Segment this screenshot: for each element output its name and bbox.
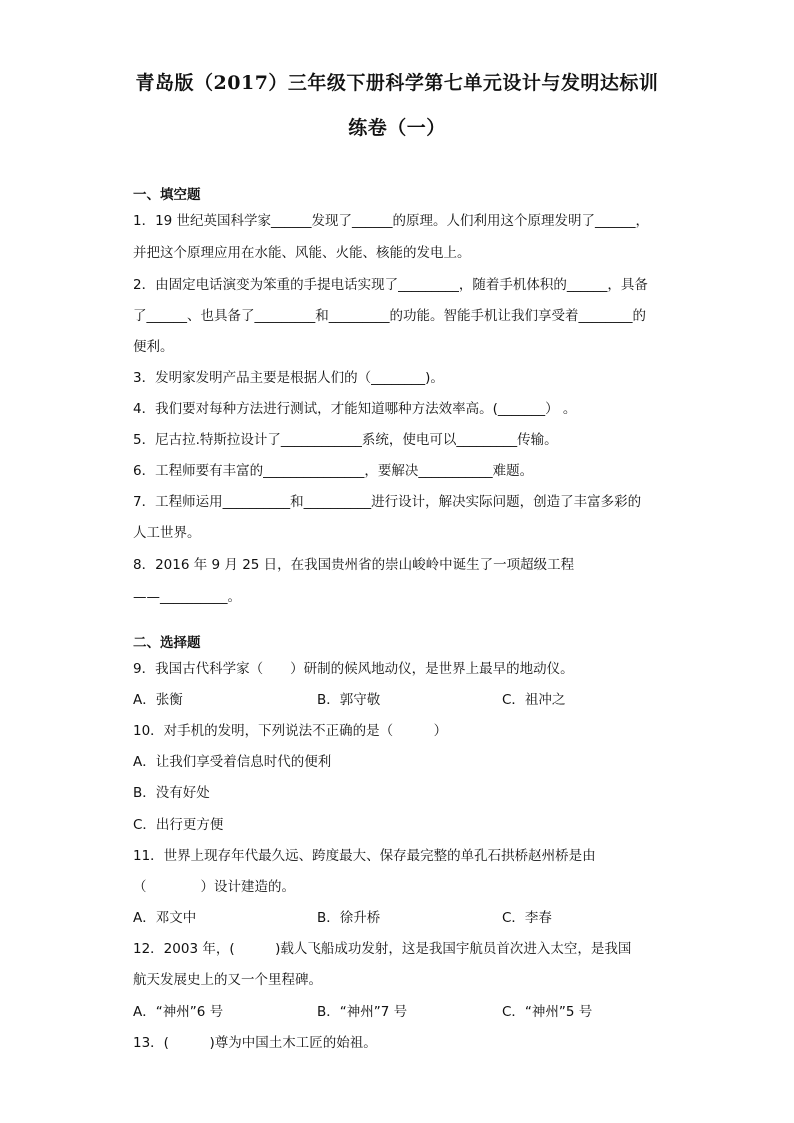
question-10-option-b: B．没有好处 (133, 785, 210, 801)
question-3: 3．发明家发明产品主要是根据人们的（________)。 (133, 370, 444, 386)
question-9-option-c: C．祖冲之 (502, 692, 566, 708)
question-9-option-b: B．郭守敬 (317, 692, 381, 708)
section-heading-fill-in: 一、填空题 (133, 187, 201, 203)
question-2-line-3: 便利。 (133, 339, 174, 355)
question-7-line-2: 人工世界。 (133, 525, 201, 541)
question-6: 6．工程师要有丰富的_______________，要解决___________难题。 (133, 463, 534, 479)
question-11-option-c: C．李春 (502, 910, 552, 926)
question-12-option-c: C．“神州”5 号 (502, 1004, 593, 1020)
question-11-line-1: 11．世界上现存年代最久远、跨度最大、保存最完整的单孔石拱桥赵州桥是由 (133, 848, 596, 864)
question-2-line-2: 了______、也具备了_________和_________的功能。智能手机让我们享受着________的 (133, 308, 646, 324)
question-4: 4．我们要对每种方法进行测试，才能知道哪种方法效率高。(_______） 。 (133, 401, 577, 417)
exam-title-line-1: 青岛版（2017）三年级下册科学第七单元设计与发明达标训 (135, 72, 659, 94)
question-1-line-1: 1．19 世纪英国科学家______发现了______的原理。人们利用这个原理发明了______， (133, 213, 650, 229)
question-11-option-a: A．邓文中 (133, 910, 197, 926)
question-10-option-a: A．让我们享受着信息时代的便利 (133, 754, 332, 770)
question-8-line-2: ——__________。 (133, 589, 241, 605)
question-9-option-a: A．张衡 (133, 692, 183, 708)
question-12-line-1: 12．2003 年，( )载人飞船成功发射，这是我国宇航员首次进入太空，是我国 (133, 941, 632, 957)
question-8-line-1: 8．2016 年 9 月 25 日，在我国贵州省的崇山峻岭中诞生了一项超级工程 (133, 557, 575, 573)
question-7-line-1: 7．工程师运用__________和__________进行设计，解决实际问题，创造了丰富多彩的 (133, 494, 642, 510)
question-12-option-a: A．“神州”6 号 (133, 1004, 224, 1020)
question-2-line-1: 2．由固定电话演变为笨重的手提电话实现了_________，随着手机体积的______，具备 (133, 277, 648, 293)
question-10: 10．对手机的发明，下列说法不正确的是（ ） (133, 723, 448, 739)
question-9: 9．我国古代科学家（ ）研制的候风地动仪，是世界上最早的地动仪。 (133, 661, 574, 677)
question-12-line-2: 航天发展史上的又一个里程碑。 (133, 972, 322, 988)
exam-title-line-2: 练卷（一） (348, 117, 446, 139)
question-12-option-b: B．“神州”7 号 (317, 1004, 408, 1020)
question-13: 13．( )尊为中国土木工匠的始祖。 (133, 1035, 377, 1051)
question-5: 5．尼古拉.特斯拉设计了____________系统，使电可以_________传输。 (133, 432, 558, 448)
question-1-line-2: 并把这个原理应用在水能、风能、火能、核能的发电上。 (133, 245, 471, 261)
question-11-line-2: （ ）设计建造的。 (133, 879, 295, 895)
question-11-option-b: B．徐升桥 (317, 910, 381, 926)
section-heading-choice: 二、选择题 (133, 635, 201, 651)
question-10-option-c: C．出行更方便 (133, 817, 224, 833)
